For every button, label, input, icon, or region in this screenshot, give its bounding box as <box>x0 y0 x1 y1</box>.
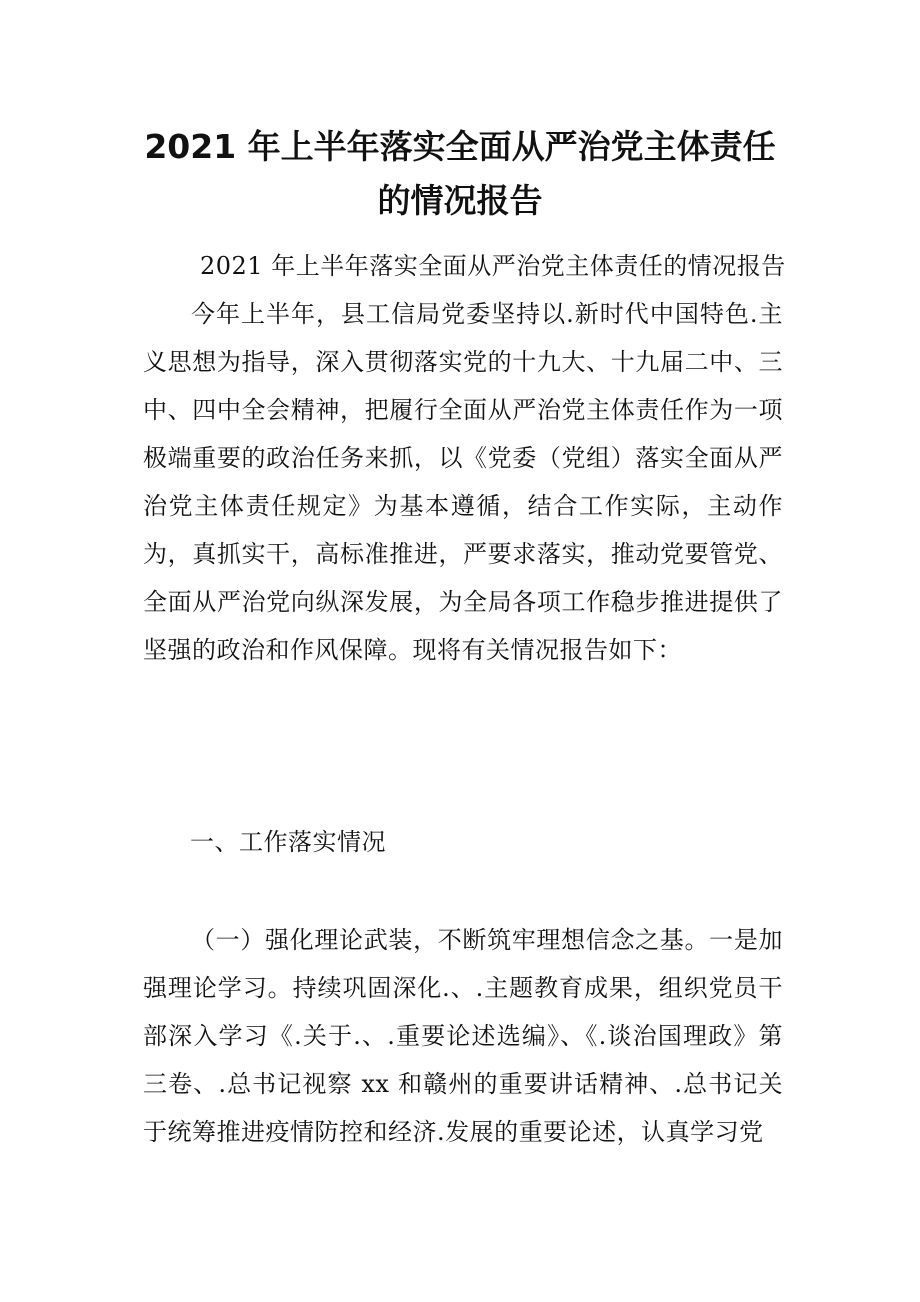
section-paragraph: （一）强化理论武装，不断筑牢理想信念之基。一是加强理论学习。持续巩固深化.、.主题教育成果，组织党员干部深入学习《.关于.、.重要论述选编》、《.谈治国理政》第三卷、.总书记视察 xx 和赣州的重要讲话精神、.总书记关于统筹推进疫情防控和经济.发展的重要论述，认真学习党 <box>143 926 783 1146</box>
repeated-title-text: 2021 年上半年落实全面从严治党主体责任的情况报告 <box>200 252 786 280</box>
document-title-line-2: 的情况报告 <box>377 181 543 220</box>
document-title-line-1: 2021 年上半年落实全面从严治党主体责任 <box>144 127 776 166</box>
intro-paragraph: 今年上半年，县工信局党委坚持以.新时代中国特色.主义思想为指导，深入贯彻落实党的十九大、十九届二中、三中、四中全会精神，把履行全面从严治党主体责任作为一项极端重要的政治任务来抓，以《党委（党组）落实全面从严治党主体责任规定》为基本遵循，结合工作实际，主动作为，真抓实干，高标准推进，严要求落实，推动党要管党、全面从严治党向纵深发展，为全局各项工作稳步推进提供了坚强的政治和作风保障。现将有关情况报告如下： <box>143 300 783 664</box>
section-heading: 一、工作落实情况 <box>190 828 386 856</box>
